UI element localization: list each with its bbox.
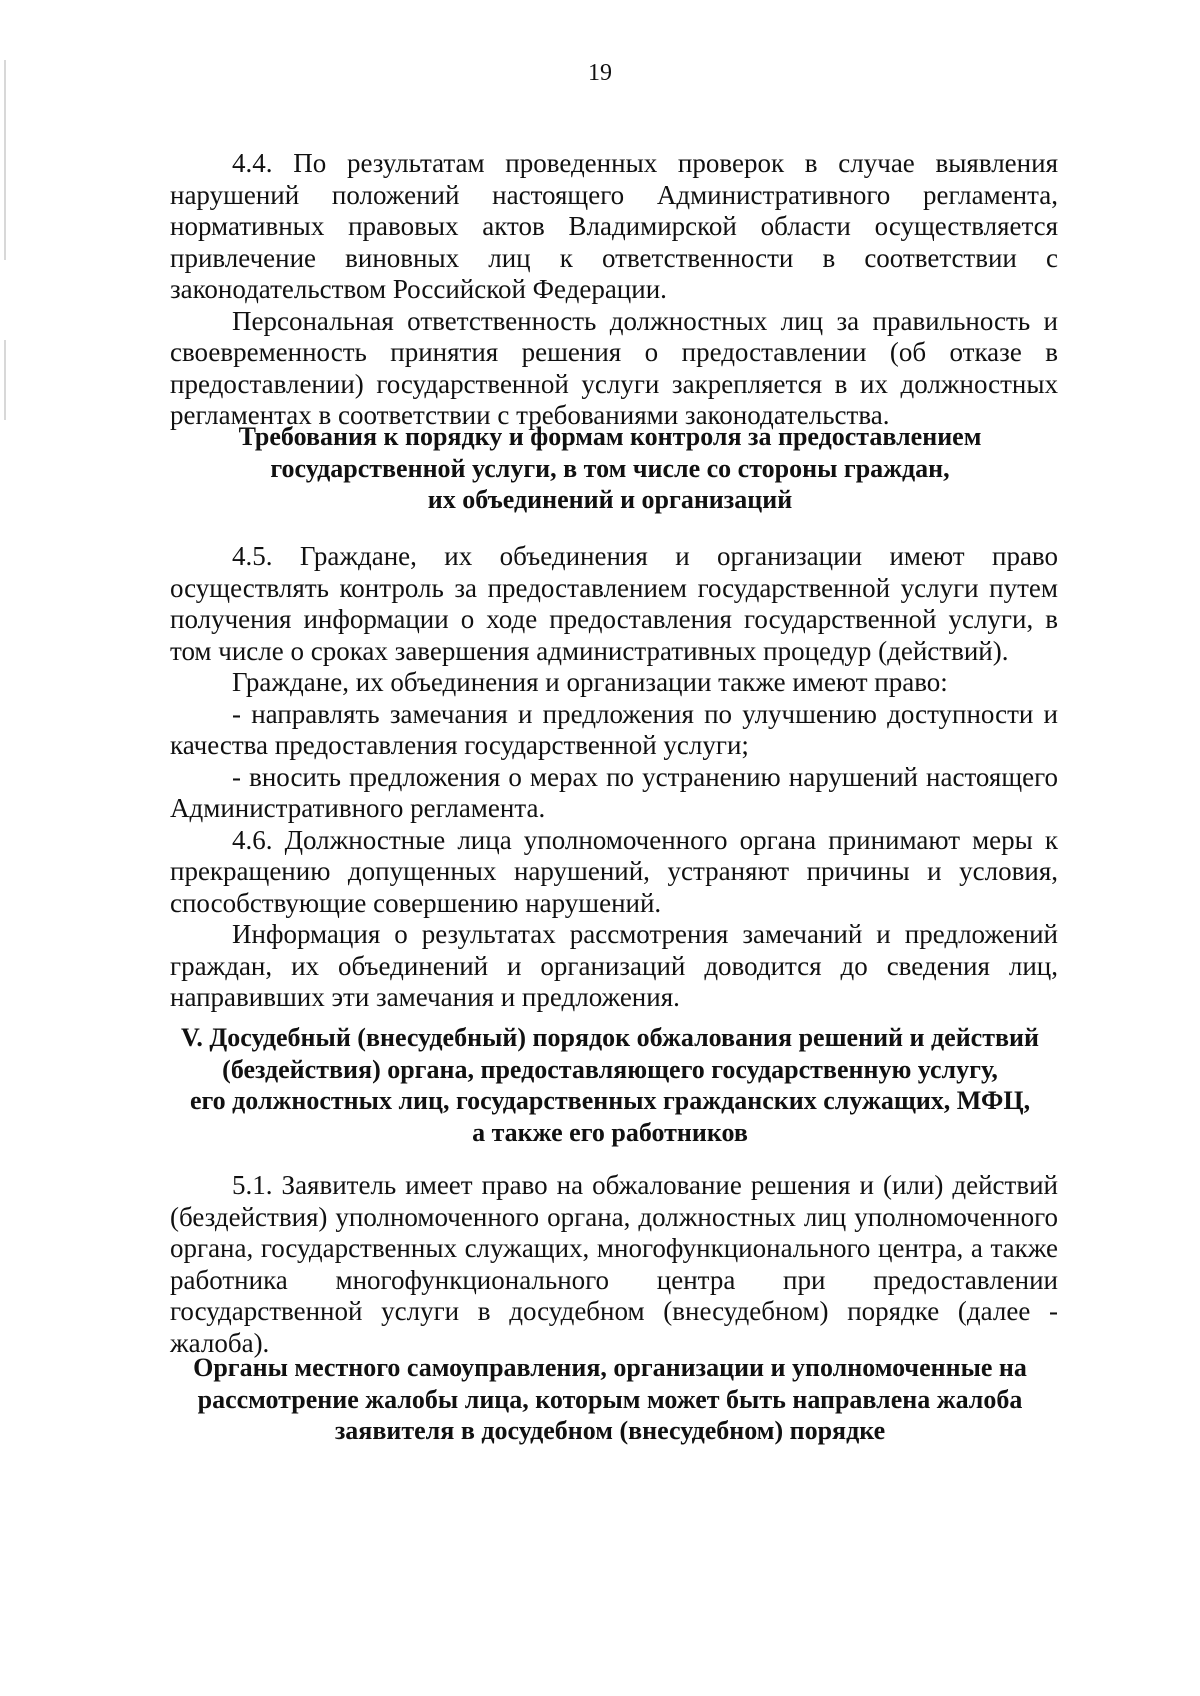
heading-line: Органы местного самоуправления, организации и уполномоченные на (193, 1353, 1027, 1382)
scan-edge-mark (4, 60, 6, 260)
page-number: 19 (588, 60, 612, 86)
paragraph-4-5: 4.5. Граждане, их объединения и организации имеют право осуществлять контроль за предоставлением государственной услуги путем получения информации о ходе предоставления государственной услуги, в том числе о сроках завершения административных процедур (действий). (170, 541, 1058, 666)
heading-control-requirements (150, 421, 1070, 516)
heading-line: его должностных лиц, государственных гражданских служащих, МФЦ, (189, 1086, 1031, 1115)
heading-line: V. Досудебный (внесудебный) порядок обжалования решений и действий (180, 1023, 1039, 1052)
heading-line: а также его работников (472, 1117, 748, 1147)
heading-line: рассмотрение жалобы лица, которым может быть направлена жалоба (197, 1384, 1023, 1414)
paragraph-4-4: 4.4. По результатам проведенных проверок в случае выявления нарушений положений настоящего Административного регламента, нормативных правовых актов Владимирской области осуществляется привлечение виновных лиц к ответственности в соответствии с законодательством Российской Федерации. (170, 148, 1058, 304)
paragraph-review-results: Информация о результатах рассмотрения замечаний и предложений граждан, их объединений и организаций доводится до сведения лиц, направивших эти замечания и предложения. (170, 919, 1058, 1012)
paragraph-5-1: 5.1. Заявитель имеет право на обжалование решения и (или) действий (бездействия) уполномоченного органа, должностных лиц уполномоченного органа, государственных служащих, многофункционального центра, а также работника многофункционального центра при предоставлении государственной услуги в досудебном (внесудебном) порядке (далее - жалоба). (170, 1170, 1058, 1358)
heading-complaint-bodies (150, 1352, 1070, 1447)
heading-line: (бездействия) органа, предоставляющего государственную услугу, (222, 1054, 998, 1084)
heading-line: их объединений и организаций (427, 485, 793, 514)
heading-section-v (150, 1022, 1070, 1148)
paragraph-4-6: 4.6. Должностные лица уполномоченного органа принимают меры к прекращению допущенных нарушений, устраняют причины и условия, способствующие совершению нарушений. (170, 824, 1058, 918)
paragraph-citizens-rights: Граждане, их объединения и организации также имеют право: (232, 667, 948, 697)
section-4-4 (170, 148, 1058, 432)
section-5-1 (170, 1170, 1058, 1359)
paragraph-personal-responsibility: Персональная ответственность должностных лиц за правильность и своевременность принятия решения о предоставлении (об отказе в предоставлении) государственной услуги закрепляется в их должностных регламентах в соответствии с требованиями законодательства. (170, 305, 1058, 430)
section-4-5-4-6 (170, 541, 1058, 1014)
heading-line: заявителя в досудебном (внесудебном) порядке (334, 1416, 886, 1445)
list-item-proposals: - вносить предложения о мерах по устранению нарушений настоящего Административного регламента. (170, 761, 1058, 823)
scan-edge-mark (4, 340, 6, 420)
heading-line: Требования к порядку и формам контроля за предоставлением (238, 422, 982, 451)
list-item-remarks: - направлять замечания и предложения по улучшению доступности и качества предоставления государственной услуги; (170, 698, 1058, 760)
heading-line: государственной услуги, в том числе со стороны граждан, (270, 453, 950, 483)
